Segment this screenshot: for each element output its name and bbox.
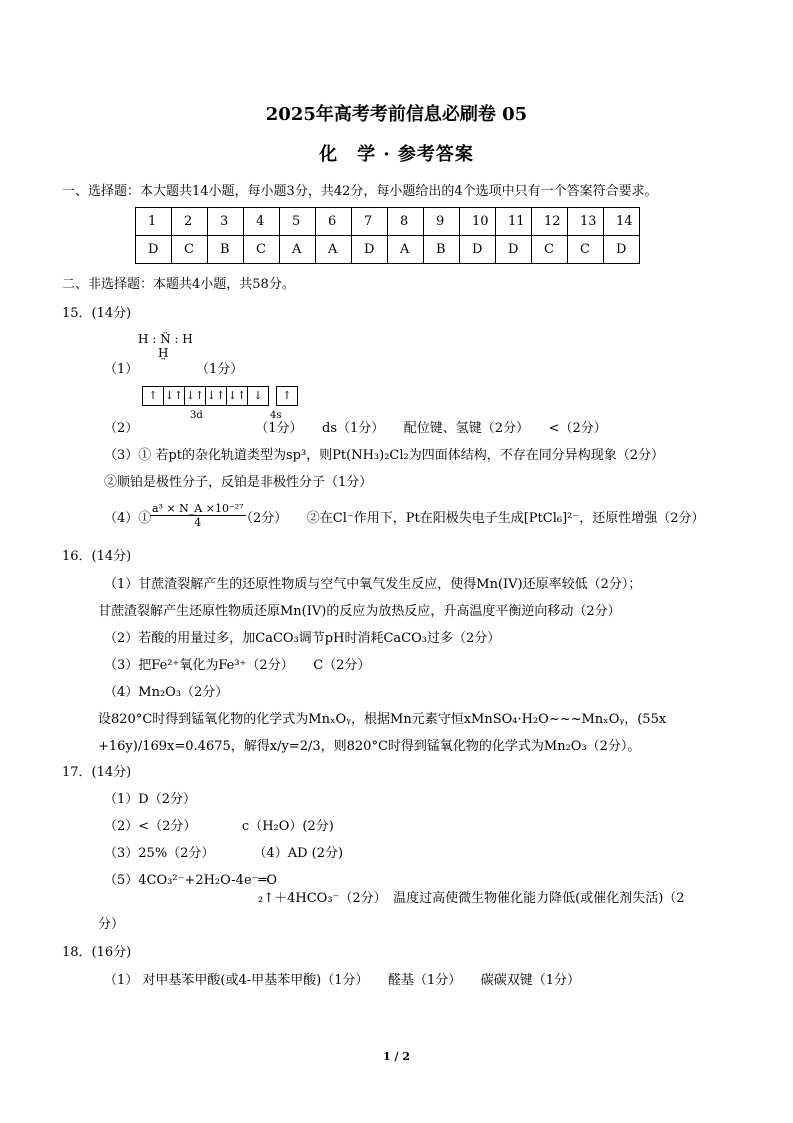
q17-line3: （3）25%（2分） （4）AD (2分) <box>104 846 344 861</box>
page-number: 1 / 2 <box>383 1050 410 1063</box>
q18-line1: （1） 对甲基苯甲酸(或4-甲基苯甲酸)（1分） 醛基（1分） 碳碳双键（1分） <box>104 973 581 988</box>
q16-line7: +16y)/169x=0.4675，解得x/y=2/3，则820°C时得到锰氧化物的化学式为Mn₂O₃（2分）。 <box>98 739 641 754</box>
answer-cell: D <box>352 236 388 264</box>
q15-fraction <box>150 502 246 529</box>
q15-p4-rest: （2分） ②在Cl⁻作用下，Pt在阳极失电子生成[PtCl₆]²⁻，还原性增强（2分） <box>240 511 705 526</box>
orbital-4s-label: 4s <box>270 410 282 421</box>
q15-p2: （2） （1分） ds（1分） 配位键、氢键（2分） <（2分） <box>104 421 607 436</box>
q15-p4-label: （4）① <box>104 511 152 526</box>
question-number-cell: 4 <box>244 208 280 236</box>
q15-p3a: （3）① 若pt的杂化轨道类型为sp³，则Pt(NH₃)₂Cl₂为四面体结构，不存在同分异构现象（2分） <box>104 448 664 463</box>
question-number-cell: 9 <box>424 208 460 236</box>
q16-line2: 甘蔗渣裂解产生还原性物质还原Mn(IV)的反应为放热反应，升高温度平衡逆向移动（2分） <box>98 604 621 619</box>
lewis-structure <box>138 332 193 360</box>
question-number-cell: 5 <box>280 208 316 236</box>
q17-line1: （1）D（2分） <box>104 792 196 807</box>
fraction-denominator: 4 <box>194 516 202 529</box>
question-number-cell: 6 <box>316 208 352 236</box>
section1-heading: 一、选择题：本大题共14小题，每小题3分，共42分，每小题给出的4个选项中只有一个答案符合要求。 <box>62 184 658 199</box>
question-number-cell: 10 <box>460 208 496 236</box>
q17-header: 17．(14分) <box>62 765 132 780</box>
answer-cell: D <box>604 236 640 264</box>
question-number-cell: 2 <box>172 208 208 236</box>
orbital-box: ↓ <box>247 386 269 406</box>
answer-cell: D <box>136 236 172 264</box>
answer-cell: C <box>244 236 280 264</box>
orbital-diagram <box>143 386 298 406</box>
answer-cell: A <box>388 236 424 264</box>
page-subtitle: 化 学 · 参考答案 <box>319 144 474 165</box>
answer-cell: B <box>208 236 244 264</box>
question-number-cell: 7 <box>352 208 388 236</box>
q16-line1: （1）甘蔗渣裂解产生的还原性物质与空气中氧气发生反应，使得Mn(IV)还原率较低（2分）； <box>104 577 642 592</box>
q16-line5: （4）Mn₂O₃（2分） <box>104 685 229 700</box>
answer-cell: D <box>496 236 532 264</box>
answer-cell: D <box>460 236 496 264</box>
question-number-cell: 8 <box>388 208 424 236</box>
q17-line6: 分） <box>98 917 125 932</box>
answer-cell: C <box>172 236 208 264</box>
fraction-numerator: a³ × N_A ×10⁻²⁷ <box>152 502 244 515</box>
answer-table <box>135 207 640 264</box>
lewis-bottom: H̤ <box>158 346 169 360</box>
orbital-box: ↑ <box>276 386 298 406</box>
orbital-box: ↑ <box>142 386 164 406</box>
q18-header: 18．(16分) <box>62 945 132 960</box>
question-number-cell: 13 <box>568 208 604 236</box>
q15-p1-score: （1分） <box>196 362 244 377</box>
answer-cell: A <box>316 236 352 264</box>
answer-cell: A <box>280 236 316 264</box>
orbital-box: ↓↑ <box>226 386 248 406</box>
q17-line2: （2）<（2分） c（H₂O）(2分) <box>104 819 334 834</box>
q15-p3b: ②顺铂是极性分子，反铂是非极性分子（1分） <box>104 475 373 490</box>
orbital-box: ↓↑ <box>205 386 227 406</box>
q16-line6: 设820°C时得到锰氧化物的化学式为MnₓOᵧ，根据Mn元素守恒xMnSO₄·H₂O~~~MnₓOᵧ，(55x <box>98 712 667 727</box>
answer-cell: C <box>532 236 568 264</box>
answer-cell: B <box>424 236 460 264</box>
question-number-cell: 11 <box>496 208 532 236</box>
orbital-3d-label: 3d <box>190 410 203 421</box>
q16-header: 16．(14分) <box>62 549 132 564</box>
lewis-top: H : N̈ : H <box>138 332 193 346</box>
answer-cell: C <box>568 236 604 264</box>
q16-line3: （2）若酸的用量过多，加CaCO₃调节pH时消耗CaCO₃过多（2分） <box>104 631 501 646</box>
answer-number-row <box>136 208 640 236</box>
question-number-cell: 12 <box>532 208 568 236</box>
answer-letter-row <box>136 236 640 264</box>
section2-heading: 二、非选择题：本题共4小题，共58分。 <box>62 277 295 292</box>
q15-header: 15．(14分) <box>62 306 132 321</box>
q15-p1-label: （1） <box>104 362 139 377</box>
question-number-cell: 3 <box>208 208 244 236</box>
q17-line5: ₂↑＋4HCO₃⁻（2分） 温度过高使微生物催化能力降低(或催化剂失活)（2 <box>258 891 685 906</box>
q16-line4: （3）把Fe²⁺氧化为Fe³⁺（2分） C（2分） <box>104 658 371 673</box>
page-title: 2025年高考考前信息必刷卷 05 <box>265 104 528 125</box>
question-number-cell: 1 <box>136 208 172 236</box>
orbital-box: ↓↑ <box>163 386 185 406</box>
question-number-cell: 14 <box>604 208 640 236</box>
q17-line4: （5）4CO₃²⁻+2H₂O-4e⁻═O <box>104 873 277 888</box>
orbital-box: ↓↑ <box>184 386 206 406</box>
